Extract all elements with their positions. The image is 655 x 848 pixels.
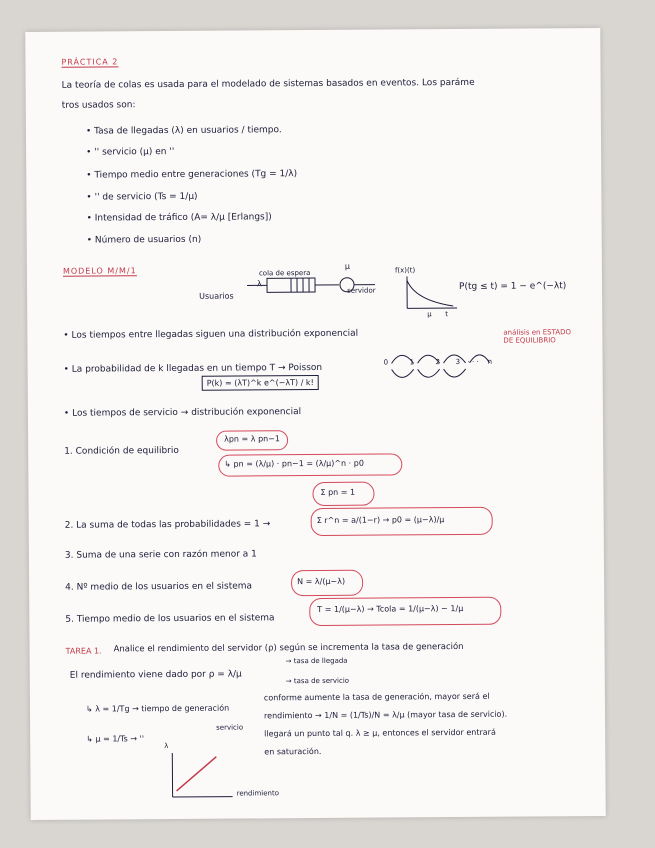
- mu-symbol: μ: [344, 261, 351, 271]
- param-item: • '' de servicio (Ts = 1/μ): [86, 191, 198, 203]
- graph-axis-x: rendimiento: [236, 789, 279, 798]
- item-label: 2. La suma de todas las probabilidades = 1 →: [64, 519, 271, 531]
- item-label: 3. Suma de una serie con razón menor a 1: [64, 549, 257, 561]
- item-formula: λpn = λ pn−1: [224, 434, 281, 444]
- markov-state: 1: [409, 358, 415, 367]
- lambda-symbol: λ: [256, 279, 262, 289]
- poisson-formula: P(k) = (λT)^k e^(−λT) / k!: [202, 375, 319, 391]
- markov-state: 0: [383, 358, 389, 367]
- paper-sheet: [25, 28, 605, 820]
- item-label: 1. Condición de equilibrio: [64, 445, 179, 457]
- bracket-line: conforme aumente la tasa de generación, mayor será el: [263, 691, 490, 703]
- plot-xlabel-mu: μ: [427, 310, 432, 319]
- service-word: servicio: [216, 723, 244, 732]
- model-title: MODELO M/M/1: [62, 266, 137, 276]
- item-formula: Σ pn = 1: [320, 487, 356, 497]
- item-formula: N = λ/(μ−λ): [297, 576, 346, 587]
- queue-diagram: [247, 274, 377, 297]
- probability-note: • La probabilidad de k llegadas en un tiempo T → Poisson: [63, 362, 323, 375]
- markov-state: · · ·: [467, 357, 479, 366]
- task-line-1: El rendimiento viene dado por ρ = λ/μ: [69, 669, 242, 681]
- bracket-line: llegará un punto tal q. λ ≥ μ, entonces el servidor entrará: [264, 727, 496, 739]
- item-formula: Σ r^n = a/(1−r) → p0 = (μ−λ)/μ: [316, 515, 445, 525]
- arrow-top-label: → tasa de llegada: [285, 656, 348, 666]
- markov-state: 2: [435, 358, 441, 367]
- item-label: 4. Nº medio de los usuarios en el sistema: [65, 581, 253, 593]
- plot-ylabel: f(x)(t): [394, 266, 416, 275]
- practice-title: PRÁCTICA 2: [61, 57, 119, 67]
- markov-note: análisis en ESTADO DE EQUILIBRIO: [503, 328, 572, 346]
- rendimiento-graph: [166, 751, 236, 803]
- graph-axis-y: λ: [164, 742, 169, 751]
- arrow-bottom-label: → tasa de servicio: [285, 676, 350, 686]
- service-note: • Los tiempos de servicio → distribución exponencial: [63, 407, 302, 419]
- markov-state: n: [487, 357, 493, 366]
- param-item: • Tiempo medio entre generaciones (Tg = 1/λ): [86, 169, 298, 181]
- item-formula: T = 1/(μ−λ) → Tcola = 1/(μ−λ) − 1/μ: [317, 603, 464, 614]
- server-label: servidor: [347, 286, 376, 295]
- intro-line-2: tros usados son:: [61, 100, 136, 111]
- task-title: TAREA 1.: [65, 646, 102, 656]
- param-item: • Número de usuarios (n): [86, 234, 202, 246]
- bracket-line: rendimiento → 1/N = (1/Ts)/N = λ/μ (mayor tasa de servicio).: [264, 709, 508, 721]
- plot-xlabel-t: t: [445, 310, 449, 319]
- task-question: Analice el rendimiento del servidor (ρ) según se incrementa la tasa de generación: [113, 641, 464, 655]
- item-formula-2: ↳ pn = (λ/μ) · pn−1 = (λ/μ)^n · p0: [224, 458, 364, 469]
- users-label: Usuarios: [199, 291, 234, 301]
- param-item: • Tasa de llegadas (λ) en usuarios / tiempo.: [85, 125, 282, 137]
- lambda-line: ↳ λ = 1/Tg → tiempo de generación: [85, 703, 230, 714]
- param-item: • '' servicio (μ) en '': [86, 146, 175, 158]
- item-label: 5. Tiempo medio de los usuarios en el sistema: [65, 613, 275, 625]
- cdf-formula: P(tg ≤ t) = 1 − e^(−λt): [459, 281, 567, 292]
- arrivals-note: • Los tiempos entre llegadas siguen una distribución exponencial: [63, 328, 359, 341]
- intro-line-1: La teoría de colas es usada para el modelado de sistemas basados en eventos. Los paráme: [61, 77, 475, 91]
- mu-line: ↳ μ = 1/Ts → '': [86, 734, 145, 744]
- markov-state: 3: [455, 357, 461, 367]
- bracket-line: en saturación.: [264, 746, 322, 757]
- param-item: • Intensidad de tráfico (A= λ/μ [Erlangs]): [86, 212, 272, 224]
- queue-label: cola de espera: [258, 269, 311, 278]
